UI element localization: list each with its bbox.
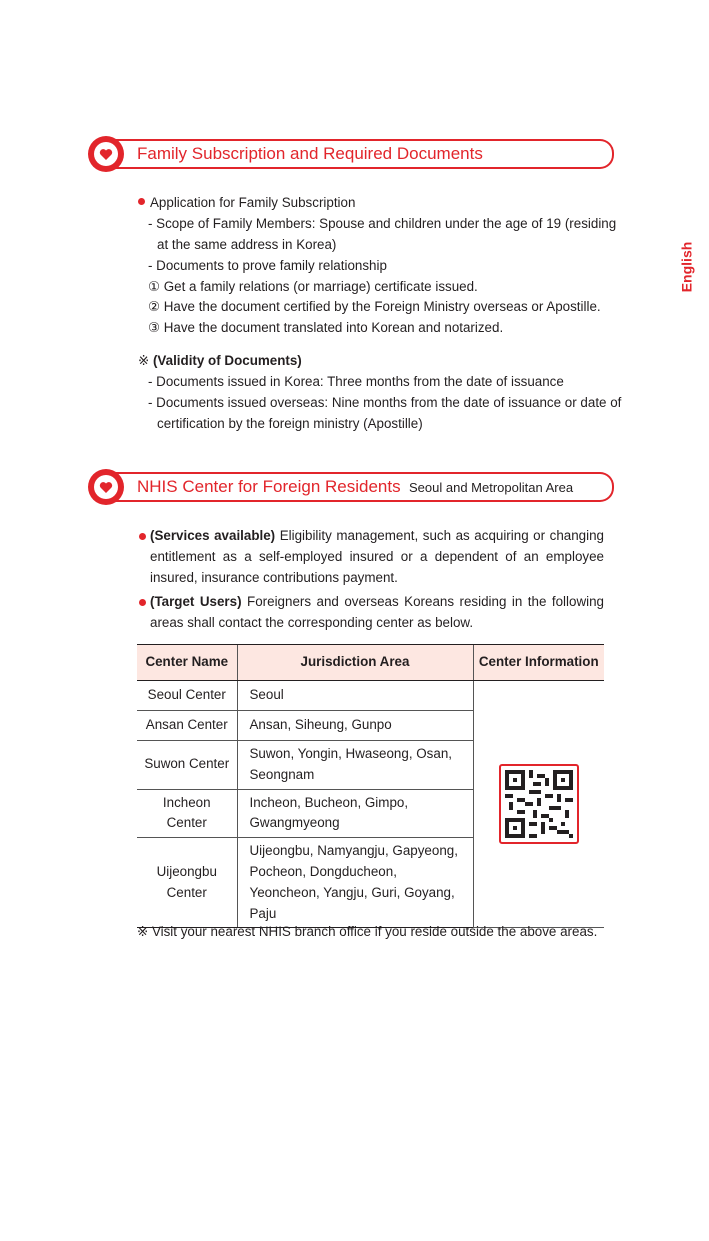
section-header-nhis bbox=[88, 472, 614, 504]
list-item: Application for Family Subscription bbox=[138, 193, 355, 214]
list-line: - Scope of Family Members: Spouse and children under the age of 19 (residing bbox=[148, 216, 617, 231]
section-title: Family Subscription and Required Documents bbox=[137, 144, 483, 163]
bullet-dot-icon bbox=[139, 533, 146, 540]
center-information-cell bbox=[473, 681, 604, 928]
center-name: Seoul Center bbox=[137, 681, 237, 711]
footnote: ※ Visit your nearest NHIS branch office if you reside outside the above areas. bbox=[137, 924, 598, 939]
jurisdiction-area: Ansan, Siheung, Gunpo bbox=[237, 711, 473, 741]
column-header: Center Name bbox=[137, 645, 237, 681]
list-line: - Documents to prove family relationship bbox=[148, 258, 387, 273]
center-name: Ansan Center bbox=[137, 711, 237, 741]
center-name: Uijeongbu Center bbox=[137, 838, 237, 928]
list-line: ③ Have the document translated into Korean and notarized. bbox=[148, 320, 504, 335]
center-name: Incheon Center bbox=[137, 789, 237, 838]
target-paragraph: (Target Users) Foreigners and overseas Koreans residing in the following areas shall contact the corresponding center as below. bbox=[150, 592, 604, 634]
bullet-dot-icon bbox=[139, 599, 146, 606]
section-title: NHIS Center for Foreign Residents bbox=[137, 477, 401, 496]
qr-code-icon[interactable] bbox=[499, 764, 579, 844]
list-line: - Documents issued overseas: Nine months from the date of issuance or date of bbox=[148, 395, 622, 410]
language-tab[interactable] bbox=[673, 240, 699, 294]
bullet-dot-icon bbox=[138, 198, 145, 205]
jurisdiction-area: Suwon, Yongin, Hwaseong, Osan, Seongnam bbox=[237, 741, 473, 790]
list-line: ② Have the document certified by the Foreign Ministry overseas or Apostille. bbox=[148, 299, 601, 314]
list-line: ① Get a family relations (or marriage) certificate issued. bbox=[148, 279, 478, 294]
table-header-row bbox=[137, 645, 604, 681]
column-header: Jurisdiction Area bbox=[237, 645, 473, 681]
jurisdiction-area: Seoul bbox=[237, 681, 473, 711]
heart-badge-icon bbox=[88, 136, 124, 172]
jurisdiction-area: Uijeongbu, Namyangju, Gapyeong, Pocheon, Dongducheon, Yeoncheon, Yangju, Guri, Goyang, Paju bbox=[237, 838, 473, 928]
list-line: certification by the foreign ministry (Apostille) bbox=[157, 416, 423, 431]
validity-heading: ※ (Validity of Documents) bbox=[138, 353, 302, 368]
center-table bbox=[137, 644, 604, 928]
column-header: Center Information bbox=[473, 645, 604, 681]
list-line: at the same address in Korea) bbox=[157, 237, 337, 252]
center-name: Suwon Center bbox=[137, 741, 237, 790]
section-header-family bbox=[88, 139, 614, 171]
jurisdiction-area: Incheon, Bucheon, Gimpo, Gwangmyeong bbox=[237, 789, 473, 838]
list-line: - Documents issued in Korea: Three months from the date of issuance bbox=[148, 374, 564, 389]
section-subtitle: Seoul and Metropolitan Area bbox=[409, 480, 574, 495]
services-paragraph: (Services available) Eligibility management, such as acquiring or changing entitlement as a self-employed insured or a dependent of an employee insured, insurance contributions payment. bbox=[150, 526, 604, 588]
table-row bbox=[137, 681, 604, 711]
language-tab-label: English bbox=[678, 241, 694, 293]
heart-badge-icon bbox=[88, 469, 124, 505]
